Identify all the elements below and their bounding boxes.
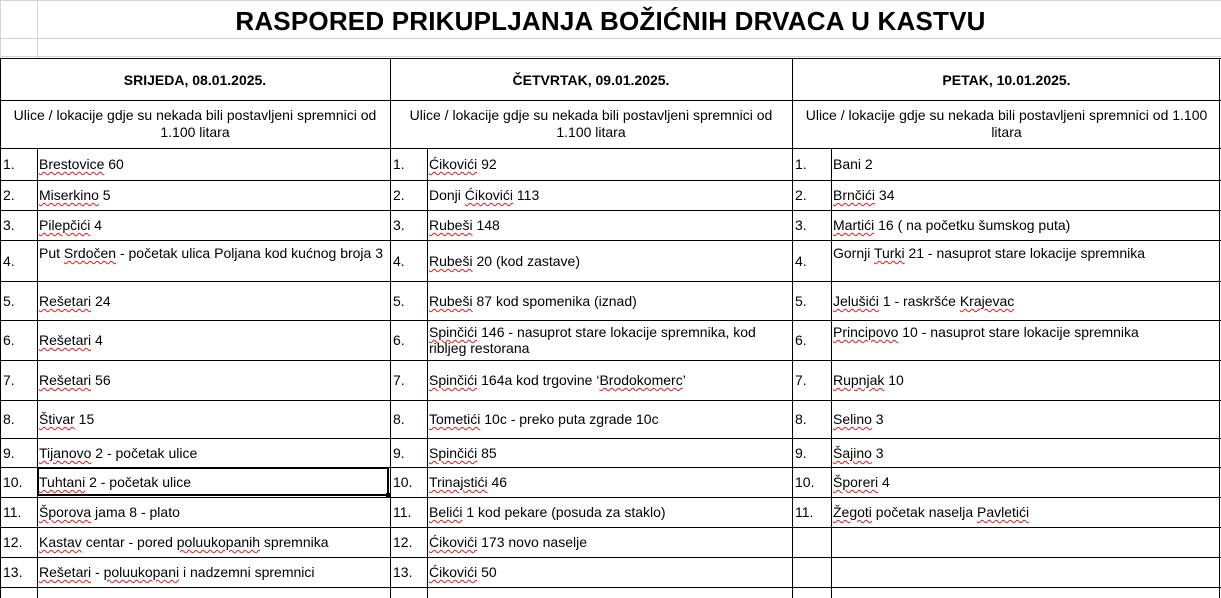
location-cell[interactable]: Rubeši 148: [429, 217, 500, 233]
grid-line: [831, 148, 832, 598]
location-cell[interactable]: Ćikovići 50: [429, 564, 497, 580]
row-number: 8.: [3, 411, 15, 427]
row-number: 10.: [795, 474, 815, 490]
row-number: 11.: [795, 504, 814, 520]
grid-line: [0, 58, 1221, 59]
location-cell[interactable]: Šporeri 4: [833, 474, 890, 490]
location-cell[interactable]: Trinajstići 46: [429, 474, 508, 490]
row-number: 12.: [393, 534, 413, 550]
location-cell[interactable]: Spinčići 146 - nasuprot stare lokacije spremnika, kod ribljeg restorana: [429, 324, 756, 356]
grid-line: [0, 56, 1221, 57]
location-cell[interactable]: Rešetari 56: [39, 372, 111, 388]
column-subheader: Ulice / lokacije gdje su nekada bili postavljeni spremnici od 1.100 litara: [805, 107, 1208, 140]
column-subheader: Ulice / lokacije gdje su nekada bili postavljeni spremnici od 1.100 litara: [13, 107, 377, 140]
location-cell[interactable]: Martići 16 ( na početku šumskog puta): [833, 217, 1071, 233]
location-cell[interactable]: Žegoti početak naselja Pavletići: [833, 504, 1030, 520]
location-cell[interactable]: Tometići 10c - preko puta zgrade 10c: [429, 411, 659, 427]
row-number: 1.: [795, 156, 807, 172]
row-number: 5.: [393, 293, 405, 309]
row-number: 3.: [795, 217, 807, 233]
row-number: 1.: [393, 156, 405, 172]
row-number: 7.: [393, 372, 405, 388]
location-cell[interactable]: Miserkino 5: [39, 187, 111, 203]
sheet-title: RASPORED PRIKUPLJANJA BOŽIĆNIH DRVACA U KASTVU: [235, 6, 986, 36]
location-cell[interactable]: Rubeši 20 (kod zastave): [429, 253, 580, 269]
grid-line: [0, 400, 1221, 401]
row-number: 1.: [3, 156, 15, 172]
location-cell[interactable]: Štivar 15: [39, 411, 95, 427]
day-header: PETAK, 10.01.2025.: [942, 72, 1071, 88]
grid-line: [37, 148, 38, 598]
grid-line: [0, 360, 1221, 361]
location-cell[interactable]: Jelušići 1 - raskršće Krajevac: [833, 293, 1015, 309]
location-cell[interactable]: Rešetari - poluukopani i nadzemni spremnici: [39, 564, 315, 580]
location-cell[interactable]: Brestovice 60: [39, 156, 124, 172]
location-cell[interactable]: Principovo 10 - nasuprot stare lokacije spremnika: [833, 324, 1139, 340]
location-cell[interactable]: Šporova jama 8 - plato: [39, 504, 180, 520]
row-number: 9.: [393, 445, 405, 461]
row-number: 6.: [795, 332, 807, 348]
row-number: 6.: [393, 332, 405, 348]
location-cell[interactable]: Put Srdočen - početak ulica Poljana kod kućnog broja 3: [39, 245, 384, 261]
grid-line: [0, 0, 1, 58]
location-cell[interactable]: Tijanovo 2 - početak ulice: [39, 445, 198, 461]
grid-line: [1219, 58, 1220, 598]
location-cell[interactable]: Gornji Turki 21 - nasuprot stare lokacije spremnika: [833, 245, 1146, 261]
row-number: 13.: [3, 564, 23, 580]
location-cell[interactable]: Belići 1 kod pekare (posuda za staklo): [429, 504, 666, 520]
row-number: 4.: [795, 253, 807, 269]
grid-line: [0, 587, 1221, 588]
location-cell[interactable]: Donji Ćikovići 113: [429, 187, 540, 203]
location-cell[interactable]: Rešetari 24: [39, 293, 111, 309]
row-number: 8.: [795, 411, 807, 427]
row-number: 2.: [795, 187, 807, 203]
location-cell[interactable]: Bani 2: [833, 156, 873, 172]
location-cell[interactable]: Rubeši 87 kod spomenika (iznad): [429, 293, 637, 309]
grid-line: [0, 0, 1221, 1]
row-number: 10.: [393, 474, 413, 490]
location-cell[interactable]: Šajino 3: [833, 445, 884, 461]
selected-cell[interactable]: [37, 467, 389, 496]
grid-line: [0, 148, 1221, 149]
row-number: 8.: [393, 411, 405, 427]
grid-line: [427, 148, 428, 598]
grid-line: [0, 320, 1221, 321]
day-header: ČETVRTAK, 09.01.2025.: [512, 72, 670, 88]
row-number: 10.: [3, 474, 23, 490]
row-number: 3.: [393, 217, 405, 233]
row-number: 2.: [3, 187, 15, 203]
row-number: 4.: [393, 253, 405, 269]
location-cell[interactable]: Ćikovići 92: [429, 156, 497, 172]
row-number: 11.: [393, 504, 412, 520]
location-cell[interactable]: Kastav centar - pored poluukopanih spremnika: [39, 534, 329, 550]
grid-line: [0, 210, 1221, 211]
row-number: 11.: [3, 504, 22, 520]
row-number: 9.: [795, 445, 807, 461]
grid-line: [792, 58, 793, 598]
grid-line: [0, 58, 1, 598]
row-number: 2.: [393, 187, 405, 203]
row-number: 7.: [3, 372, 15, 388]
grid-line: [0, 527, 1221, 528]
location-cell[interactable]: Selino 3: [833, 411, 884, 427]
grid-line: [0, 180, 1221, 181]
row-number: 12.: [3, 534, 23, 550]
location-cell[interactable]: Pilepčići 4: [39, 217, 103, 233]
column-subheader: Ulice / lokacije gdje su nekada bili postavljeni spremnici od 1.100 litara: [409, 107, 773, 140]
grid-line: [0, 281, 1221, 282]
grid-line: [37, 0, 38, 58]
row-number: 5.: [3, 293, 15, 309]
grid-line: [0, 240, 1221, 241]
grid-line: [390, 58, 391, 598]
location-cell[interactable]: Spinčići 164a kod trgovine ‘Brodokomerc’: [429, 372, 686, 388]
fill-handle[interactable]: [386, 493, 391, 498]
location-cell[interactable]: Rupnjak 10: [833, 372, 904, 388]
grid-line: [0, 438, 1221, 439]
row-number: 3.: [3, 217, 15, 233]
row-number: 9.: [3, 445, 15, 461]
row-number: 4.: [3, 253, 15, 269]
row-number: 7.: [795, 372, 807, 388]
day-header: SRIJEDA, 08.01.2025.: [123, 72, 267, 88]
grid-line: [0, 497, 1221, 498]
row-number: 5.: [795, 293, 807, 309]
location-cell[interactable]: Rešetari 4: [39, 332, 103, 348]
grid-line: [0, 100, 1221, 101]
grid-line: [0, 557, 1221, 558]
location-cell[interactable]: Ćikovići 173 novo naselje: [429, 534, 587, 550]
location-cell[interactable]: Spinčići 85: [429, 445, 497, 461]
grid-line: [0, 38, 1221, 39]
row-number: 13.: [393, 564, 413, 580]
row-number: 6.: [3, 332, 15, 348]
location-cell[interactable]: Brnčići 34: [833, 187, 895, 203]
location-cell[interactable]: Tuhtani 2 - početak ulice: [39, 474, 192, 490]
